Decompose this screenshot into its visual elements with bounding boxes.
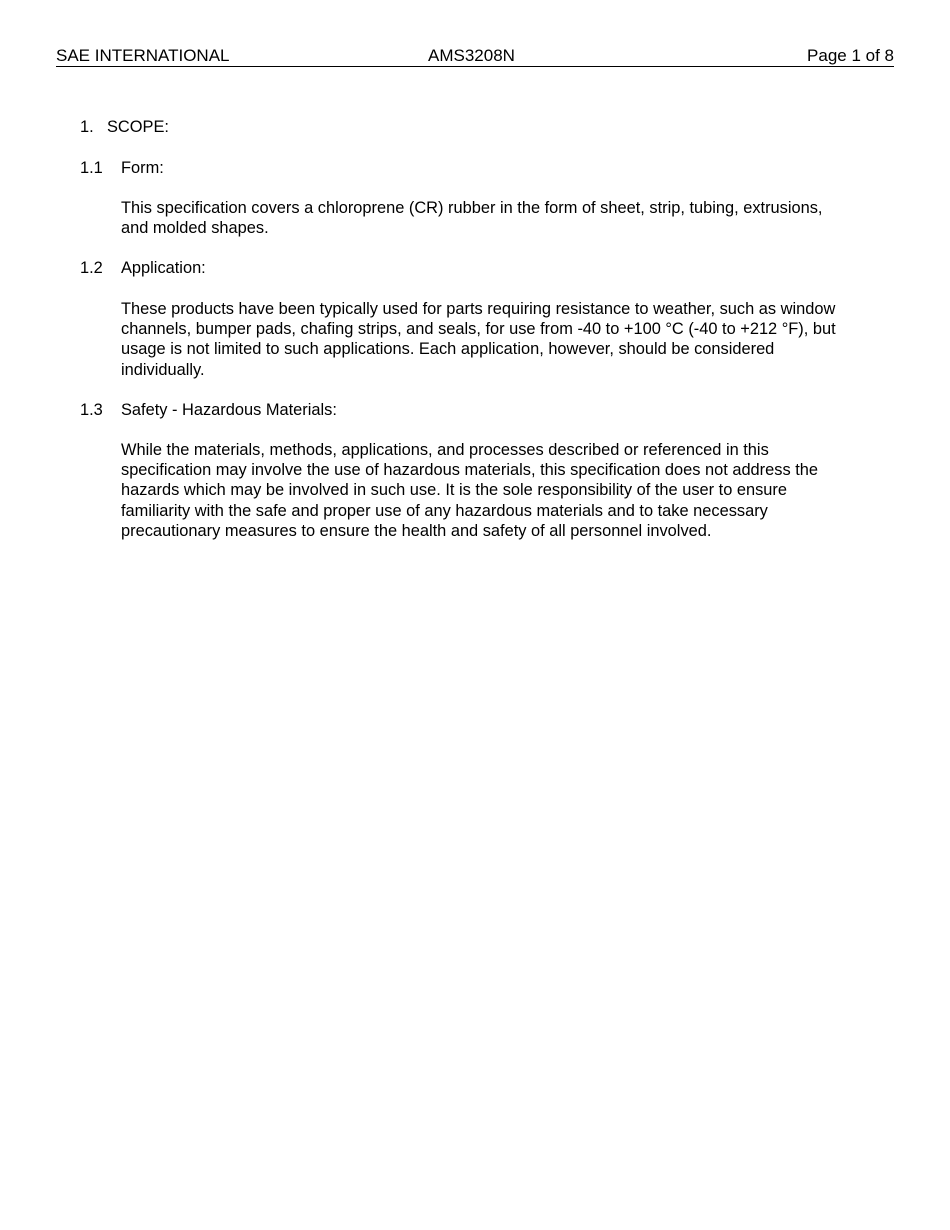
paragraph-line: individually. xyxy=(121,360,205,379)
section-title: Application: xyxy=(121,259,206,277)
paragraph-line: precautionary measures to ensure the health and safety of all personnel involved. xyxy=(121,521,712,540)
paragraph-line: While the materials, methods, applications, and processes described or referenced in this xyxy=(121,441,769,459)
paragraph-line: These products have been typically used for parts requiring resistance to weather, such as window xyxy=(121,300,836,318)
section-heading-scope xyxy=(80,117,169,137)
section-number: 1.2 xyxy=(80,259,103,277)
header-document-number: AMS3208N xyxy=(428,46,515,65)
section-heading-application xyxy=(80,258,206,278)
section-number: 1.3 xyxy=(80,401,103,419)
paragraph-form xyxy=(121,198,881,238)
section-title: Safety - Hazardous Materials: xyxy=(121,401,337,419)
section-number: 1. xyxy=(80,118,94,136)
section-heading-form xyxy=(80,158,164,178)
section-title: SCOPE: xyxy=(107,118,169,136)
paragraph-line: usage is not limited to such applications. Each application, however, should be considered xyxy=(121,340,775,359)
paragraph-safety xyxy=(121,440,881,541)
paragraph-line: and molded shapes. xyxy=(121,219,269,238)
section-heading-safety xyxy=(80,400,337,420)
paragraph-line: familiarity with the safe and proper use of any hazardous materials and to take necessary xyxy=(121,501,768,520)
paragraph-line: hazards which may be involved in such use. It is the sole responsibility of the user to ensure xyxy=(121,481,787,500)
header-page-label: Page 1 of 8 xyxy=(807,46,894,65)
paragraph-line: This specification covers a chloroprene (CR) rubber in the form of sheet, strip, tubing, extrusions, xyxy=(121,199,823,217)
paragraph-application xyxy=(121,299,881,380)
page-header xyxy=(56,45,894,67)
section-title: Form: xyxy=(121,159,164,177)
section-number: 1.1 xyxy=(80,159,103,177)
paragraph-line: channels, bumper pads, chafing strips, and seals, for use from -40 to +100 °C (-40 to +212 °F), but xyxy=(121,320,836,339)
paragraph-line: specification may involve the use of hazardous materials, this specification does not address the xyxy=(121,461,818,480)
header-organization: SAE INTERNATIONAL xyxy=(56,46,230,65)
